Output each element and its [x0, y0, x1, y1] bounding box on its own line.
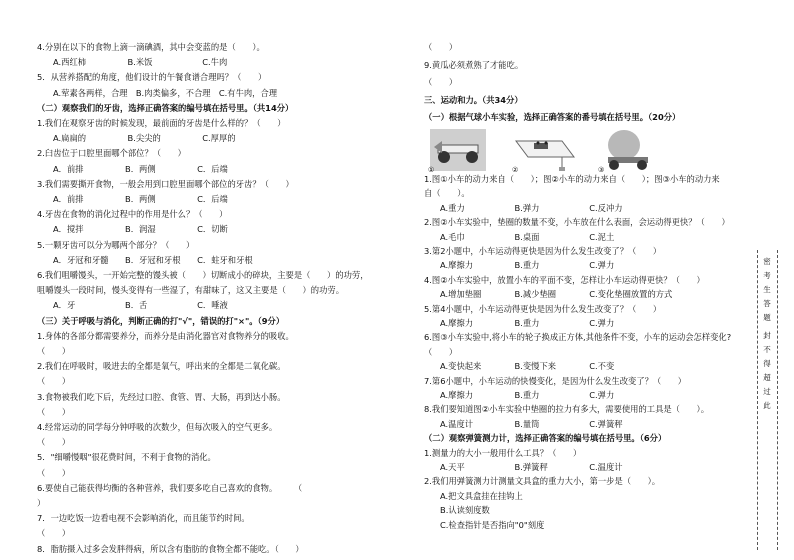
seal-char: 封 — [763, 331, 771, 340]
right-bottom-line: 4.图②小车实验中，放置小车的平面不变，怎样让小车运动得更快？（ ） — [424, 274, 705, 285]
left-line: （三）关于呼吸与消化，判断正确的打"√"，错误的打"×"。（9分） — [37, 315, 285, 326]
right-bottom-line: 1.测量力的大小一般用什么工具？（ ） — [424, 447, 582, 458]
seal-char: 不 — [763, 345, 771, 354]
left-line: 5.一颗牙齿可以分为哪两个部分？（ ） — [37, 239, 195, 250]
seal-line-2 — [777, 250, 778, 550]
left-line: 2.臼齿位于口腔里面哪个部位？（ ） — [37, 148, 186, 159]
left-line: （二）观察我们的牙齿，选择正确答案的编号填在括号里。（共14分） — [37, 102, 294, 113]
left-line: （ ） — [37, 437, 71, 448]
left-line: 3.食物被我们吃下后，先经过口腔、食管、胃、大肠，再到达小肠。 — [37, 391, 286, 402]
left-line: 4.牙齿在食物的消化过程中的作用是什么？（ ） — [37, 209, 228, 220]
right-bottom-line: 1.图①小车的动力来自（ ）；图②小车的动力来自（ ）；图③小车的动力来 — [424, 174, 720, 184]
left-line: 5．"细嚼慢咽"很花费时间，不利于食物的消化。 — [37, 452, 216, 463]
right-bottom-line: 自（ ）。 — [424, 188, 470, 199]
right-bottom-line: A.重力 B.弹力 C.反冲力 — [440, 202, 623, 213]
seal-char: 此 — [763, 401, 771, 410]
balloon-car-image-3 — [598, 127, 658, 173]
left-line: （ ） — [37, 346, 71, 356]
right-bottom-line: （ ） — [424, 346, 458, 357]
image-label-2: ② — [512, 166, 519, 174]
right-bottom-line: A.摩擦力 B.重力 C.弹力 — [440, 390, 615, 400]
left-line: 4.分别在以下的食物上滴一滴碘酒，其中会变蓝的是（ ）。 — [37, 42, 265, 52]
image-label-1: ① — [428, 166, 435, 174]
left-line: 3.我们需要撕开食物，一般会用到口腔里面哪个部位的牙齿？（ ） — [37, 178, 294, 189]
seal-char: 密 — [763, 257, 771, 266]
seal-char: 过 — [763, 387, 771, 396]
left-line: A．牙冠和牙髓 B．牙冠和牙根 C．蛀牙和牙根 — [53, 254, 253, 265]
left-line: 1.我们在观察牙齿的时候发现，最前面的牙齿是什么样的？（ ） — [37, 118, 286, 128]
right-top-line: （ ） — [424, 77, 458, 87]
left-line: ） — [37, 498, 46, 508]
right-bottom-line: （二）观察弹簧测力计，选择正确答案的编号填在括号里。（6分） — [424, 433, 667, 444]
left-line: 8．脂肪摄入过多会发胖得病，所以含有脂肪的食物全都不能吃。（ ） — [37, 543, 304, 554]
right-bottom-line: 5.第4小题中，小车运动得更快是因为什么发生改变了？（ ） — [424, 303, 662, 314]
left-line: 6.要使自己能获得均衡的各种营养，我们要多吃自己喜欢的食物。 （ — [37, 482, 303, 493]
right-bottom-line: 3.第2小题中，小车运动得更快是因为什么发生改变了？（ ） — [424, 246, 662, 256]
right-bottom-line: A.天平 B.弹簧秤 C.温度计 — [440, 462, 623, 472]
seal-char: 超 — [763, 373, 771, 382]
right-bottom-line: 7.第6小题中，小车运动的快慢变化，是因为什么发生改变了？（ ） — [424, 375, 687, 386]
left-line: A.荤素各两样，合理 B.肉类偏多，不合理 C.有牛肉，合理 — [53, 87, 278, 98]
seal-char: 考 — [763, 271, 771, 280]
right-bottom-line: A.摩擦力 B.重力 C.弹力 — [440, 260, 615, 271]
left-line: （ ） — [37, 376, 71, 387]
balloon-car-image-1 — [428, 127, 488, 173]
right-bottom-line: 2.图②小车实验中，垫圈的数量不变，小车放在什么表面，会运动得更快？（ ） — [424, 217, 730, 228]
right-bottom-line: B.认读刻度数 — [440, 505, 490, 516]
right-bottom-line: 6.图③小车实验中,将小车的轮子换成正方体,其他条件不变，小车的运动会怎样变化? — [424, 332, 732, 343]
right-bottom-line: A.变快起来 B.变慢下来 C.不变 — [440, 361, 615, 372]
left-line: 2.我们在呼吸时，吸进去的全都是氧气，呼出来的全都是二氧化碳。 — [37, 361, 286, 372]
left-line: A．牙 B．舌 C．唾液 — [53, 300, 228, 311]
left-line: A.西红柿 B.米饭 C.牛肉 — [53, 57, 228, 68]
left-line: 咀嚼馒头一段时间，慢头变得有一些湿了，有甜味了，这又主要是（ ）的功劳。 — [37, 285, 344, 296]
left-line: 1.身体的各部分都需要养分，而养分是由消化器官对食物养分的吸收。 — [37, 330, 294, 341]
left-line: 7．一边吃饭一边看电视不会影响消化，而且能节约时间。 — [37, 513, 250, 524]
right-bottom-line: C.检查指针是否指向"0"刻度 — [440, 519, 545, 530]
right-top-line: 9.黄瓜必须煮熟了才能吃。 — [424, 59, 524, 70]
left-line: （ ） — [37, 528, 71, 539]
seal-text — [760, 255, 774, 413]
right-bottom-line: A.摩擦力 B.重力 C.弹力 — [440, 318, 615, 328]
right-bottom-line: 2.我们用弹簧测力计测量文具盒的重力大小，第一步是（ ）。 — [424, 476, 661, 487]
left-line: A．前排 B．两侧 C．后端 — [53, 163, 228, 174]
left-line: 4.经常运动的同学每分钟呼吸的次数少，但每次吸入的空气更多。 — [37, 422, 278, 432]
right-bottom-line: 8.我们要知道图②小车实验中垫圈的拉力有多大，需要使用的工具是（ ）。 — [424, 404, 710, 415]
ramp-car-image-2 — [512, 127, 578, 173]
right-bottom-line: A.增加垫圈 B.减少垫圈 C.变化垫圈放置的方式 — [440, 289, 673, 300]
left-line: 6.我们咀嚼馒头，一开始完整的馒头被（ ）切断成小的碎块，主要是（ ）的功劳， — [37, 270, 369, 280]
left-line: （ ） — [37, 467, 71, 478]
right-bottom-line: A.把文具盒挂在挂钩上 — [440, 490, 523, 501]
seal-char: 题 — [763, 313, 771, 322]
right-top-line: 三、运动和力。（共34分） — [424, 94, 523, 105]
seal-line — [757, 250, 758, 550]
right-bottom-line: A.毛巾 B.桌面 C.泥土 — [440, 231, 615, 242]
seal-char: 答 — [763, 299, 771, 308]
experiment-images — [428, 127, 658, 173]
left-line: （ ） — [37, 406, 71, 417]
right-bottom-line: A.温度计 B.量筒 C.弹簧秤 — [440, 418, 623, 429]
seal-char: 得 — [763, 359, 771, 368]
left-line: A．前排 B．两侧 C．后端 — [53, 194, 228, 204]
right-top-line: （ ） — [424, 42, 458, 52]
seal-char: 生 — [763, 285, 771, 294]
right-top-line: （一）根据气球小车实验，选择正确答案的番号填在括号里。（20分） — [424, 112, 681, 122]
image-label-3: ③ — [598, 166, 605, 174]
left-line: A．搅拌 B．润湿 C．切断 — [53, 224, 228, 235]
left-line: 5．从营养搭配的角度，他们设计的午餐食谱合理吗？（ ） — [37, 72, 267, 83]
left-line: A.扁扁的 B.尖尖的 C.厚厚的 — [53, 133, 236, 144]
